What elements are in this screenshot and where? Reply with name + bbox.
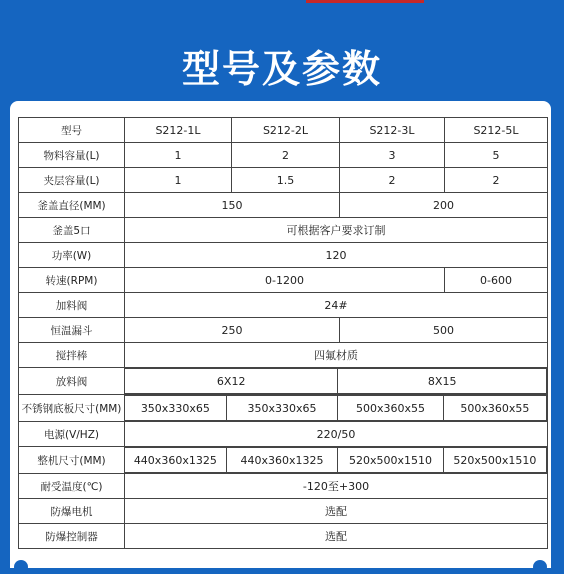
- table-cell: 可根据客户要求订制: [125, 218, 548, 243]
- row-label: 放料阀: [19, 368, 125, 395]
- table-cell: 500: [340, 318, 548, 343]
- table-cell: 四氟材质: [125, 343, 548, 368]
- table-cell: 520x500x1510: [338, 448, 443, 473]
- table-cell: S212-5L: [445, 118, 548, 143]
- row-label: 功率(W): [19, 243, 125, 268]
- row-label: 恒温漏斗: [19, 318, 125, 343]
- table-cell: 选配: [125, 524, 548, 549]
- table-cell: 500x360x55: [443, 396, 546, 421]
- table-row: [19, 499, 548, 524]
- table-cell: 120: [125, 243, 548, 268]
- row-label: 釜盖直径(MM): [19, 193, 125, 218]
- table-row: [19, 193, 548, 218]
- table-cell: 24#: [125, 293, 548, 318]
- table-cell: 0-600: [445, 268, 548, 293]
- parameter-table: [18, 117, 548, 549]
- table-cell: 1: [125, 168, 232, 193]
- table-row: [19, 218, 548, 243]
- table-cell: 250: [125, 318, 340, 343]
- table-cell: 2: [445, 168, 548, 193]
- row-label: 搅拌棒: [19, 343, 125, 368]
- table-row: [19, 118, 548, 143]
- table-row: [19, 395, 548, 422]
- table-cell: 500x360x55: [338, 396, 443, 421]
- table-row: [19, 168, 548, 193]
- row-label: 物料容量(L): [19, 143, 125, 168]
- table-row: [19, 447, 548, 474]
- row-label: 防爆电机: [19, 499, 125, 524]
- row-label: 型号: [19, 118, 125, 143]
- row-label: 防爆控制器: [19, 524, 125, 549]
- split-inner: [125, 447, 547, 473]
- table-cell: 0-1200: [125, 268, 445, 293]
- split-cell: [125, 447, 548, 474]
- row-label: 夹层容量(L): [19, 168, 125, 193]
- table-cell: 220/50: [125, 422, 548, 447]
- table-cell: S212-2L: [232, 118, 340, 143]
- row-label: 釜盖5口: [19, 218, 125, 243]
- split-inner: [125, 368, 547, 394]
- table-cell: 5: [445, 143, 548, 168]
- table-row: [19, 422, 548, 447]
- table-row: [19, 474, 548, 499]
- table-cell: 2: [340, 168, 445, 193]
- top-accent-strip: [306, 0, 424, 3]
- table-cell: 8X15: [338, 369, 547, 394]
- table-cell: -120至+300: [125, 474, 548, 499]
- table-row: [19, 343, 548, 368]
- card-corner-dot-right: [533, 560, 547, 574]
- table-cell: 1: [125, 143, 232, 168]
- page-title: 型号及参数: [181, 47, 382, 91]
- table-cell: S212-1L: [125, 118, 232, 143]
- row-label: 整机尺寸(MM): [19, 447, 125, 474]
- table-row: [19, 368, 548, 395]
- table-cell: 350x330x65: [226, 396, 338, 421]
- row-label: 转速(RPM): [19, 268, 125, 293]
- table-cell: 1.5: [232, 168, 340, 193]
- table-cell: 350x330x65: [125, 396, 226, 421]
- table-cell: 3: [340, 143, 445, 168]
- split-inner: [125, 395, 547, 421]
- table-row: [19, 268, 548, 293]
- table-cell: 2: [232, 143, 340, 168]
- table-row: [19, 524, 548, 549]
- row-label: 耐受温度(℃): [19, 474, 125, 499]
- table-cell: S212-3L: [340, 118, 445, 143]
- table-row: [19, 318, 548, 343]
- table-cell: 200: [340, 193, 548, 218]
- table-cell: 150: [125, 193, 340, 218]
- table-cell: 440x360x1325: [125, 448, 226, 473]
- row-label: 不锈钢底板尺寸(MM): [19, 395, 125, 422]
- split-cell: [125, 395, 548, 422]
- table-row: [19, 143, 548, 168]
- table-row: [19, 243, 548, 268]
- card-corner-dot-left: [14, 560, 28, 574]
- table-cell: 440x360x1325: [226, 448, 338, 473]
- table-cell: 选配: [125, 499, 548, 524]
- row-label: 加料阀: [19, 293, 125, 318]
- split-cell: [125, 368, 548, 395]
- table-row: [19, 293, 548, 318]
- row-label: 电源(V/HZ): [19, 422, 125, 447]
- table-cell: 520x500x1510: [443, 448, 546, 473]
- table-cell: 6X12: [125, 369, 338, 394]
